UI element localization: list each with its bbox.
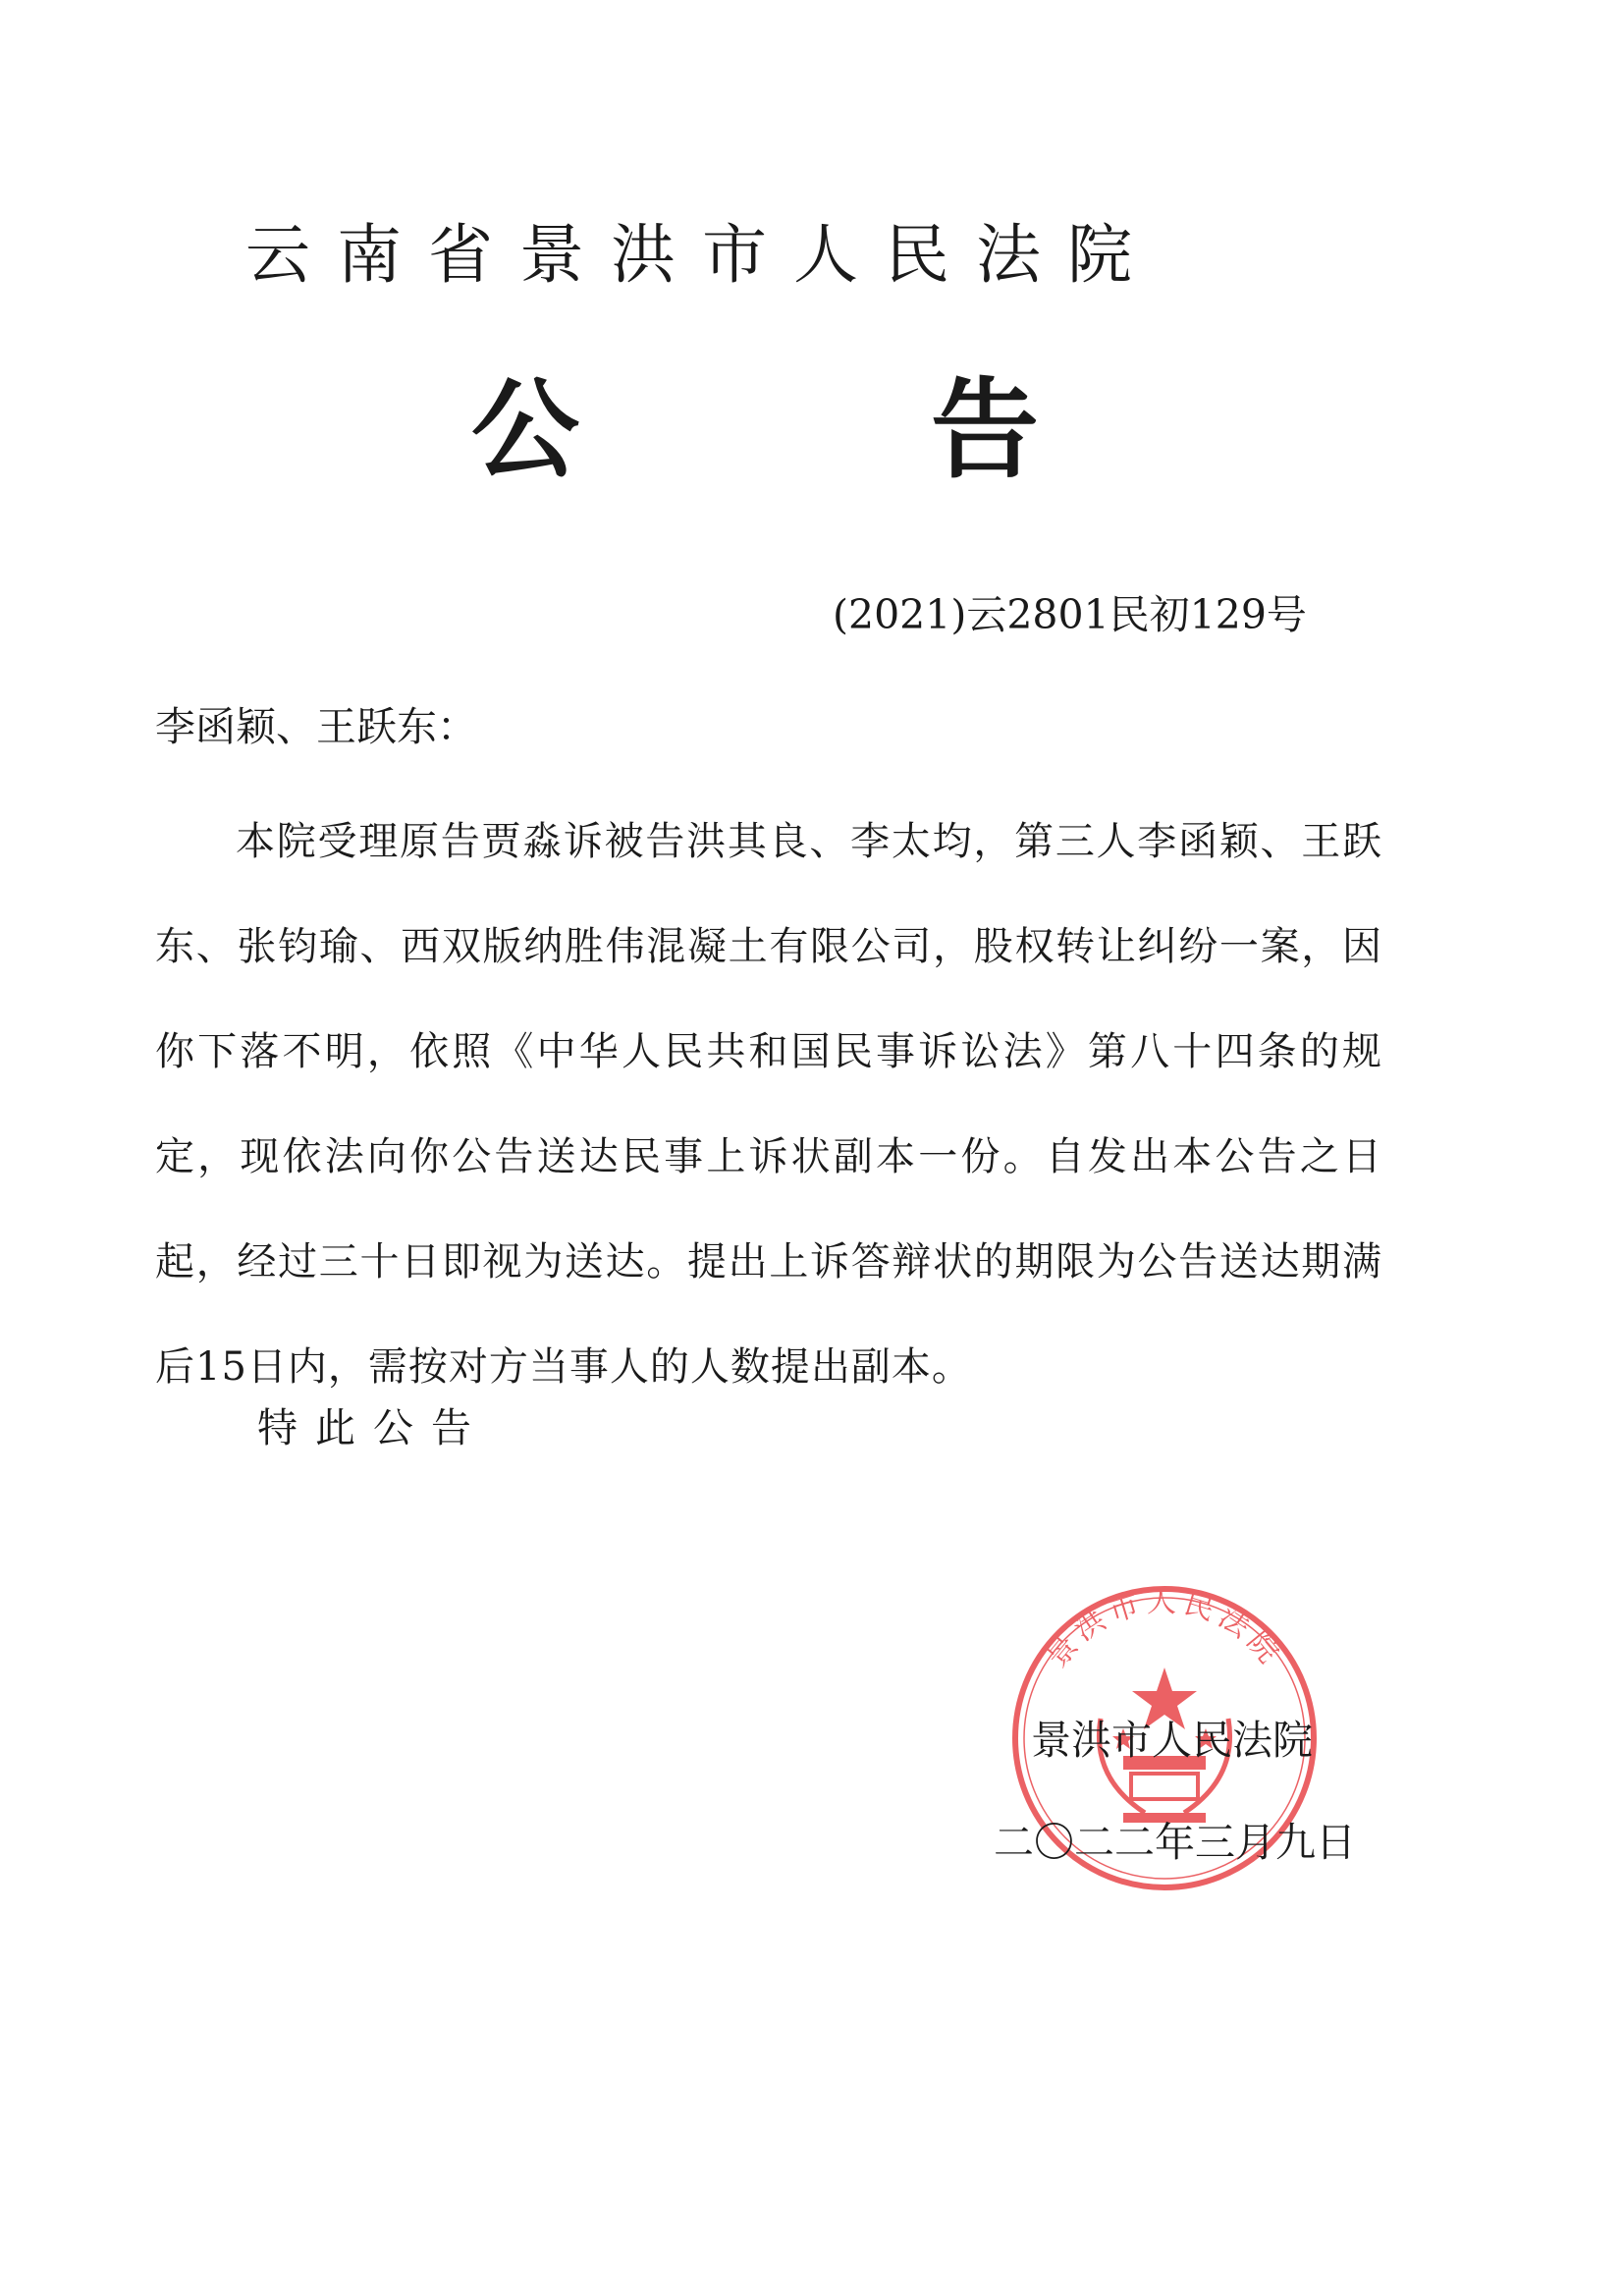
svg-text:景洪市人民法院 — [1040, 1585, 1289, 1674]
case-number: (2021)云2801民初129号 — [833, 591, 1307, 638]
addressee: 李函颖、王跃东： — [155, 703, 477, 750]
notice-title-char-2: 告 — [931, 366, 1039, 493]
signature-organization: 景洪市人民法院 — [1031, 1717, 1313, 1764]
court-name-heading: 云南省景洪市人民法院 — [245, 217, 1159, 293]
signature-date: 二〇二二年三月九日 — [994, 1819, 1356, 1866]
seal-text: 景洪市人民法院 — [1040, 1585, 1289, 1674]
closing-phrase: 特此公告 — [257, 1404, 489, 1451]
notice-title-char-1: 公 — [471, 366, 579, 493]
notice-body: 本院受理原告贾淼诉被告洪其良、李太均，第三人李函颖、王跃东、张钧瑜、西双版纳胜伟混凝土有限公司，股权转让纠纷一案，因你下落不明，依照《中华人民共和国民事诉讼法》第八十四条的规定，现依法向你公告送达民事上诉状副本一份。自发出本公告之日起，经过三十日即视为送达。提出上诉答辩状的期限为公告送达期满后15日内，需按对方当事人的人数提出副本。 — [155, 819, 1382, 1390]
